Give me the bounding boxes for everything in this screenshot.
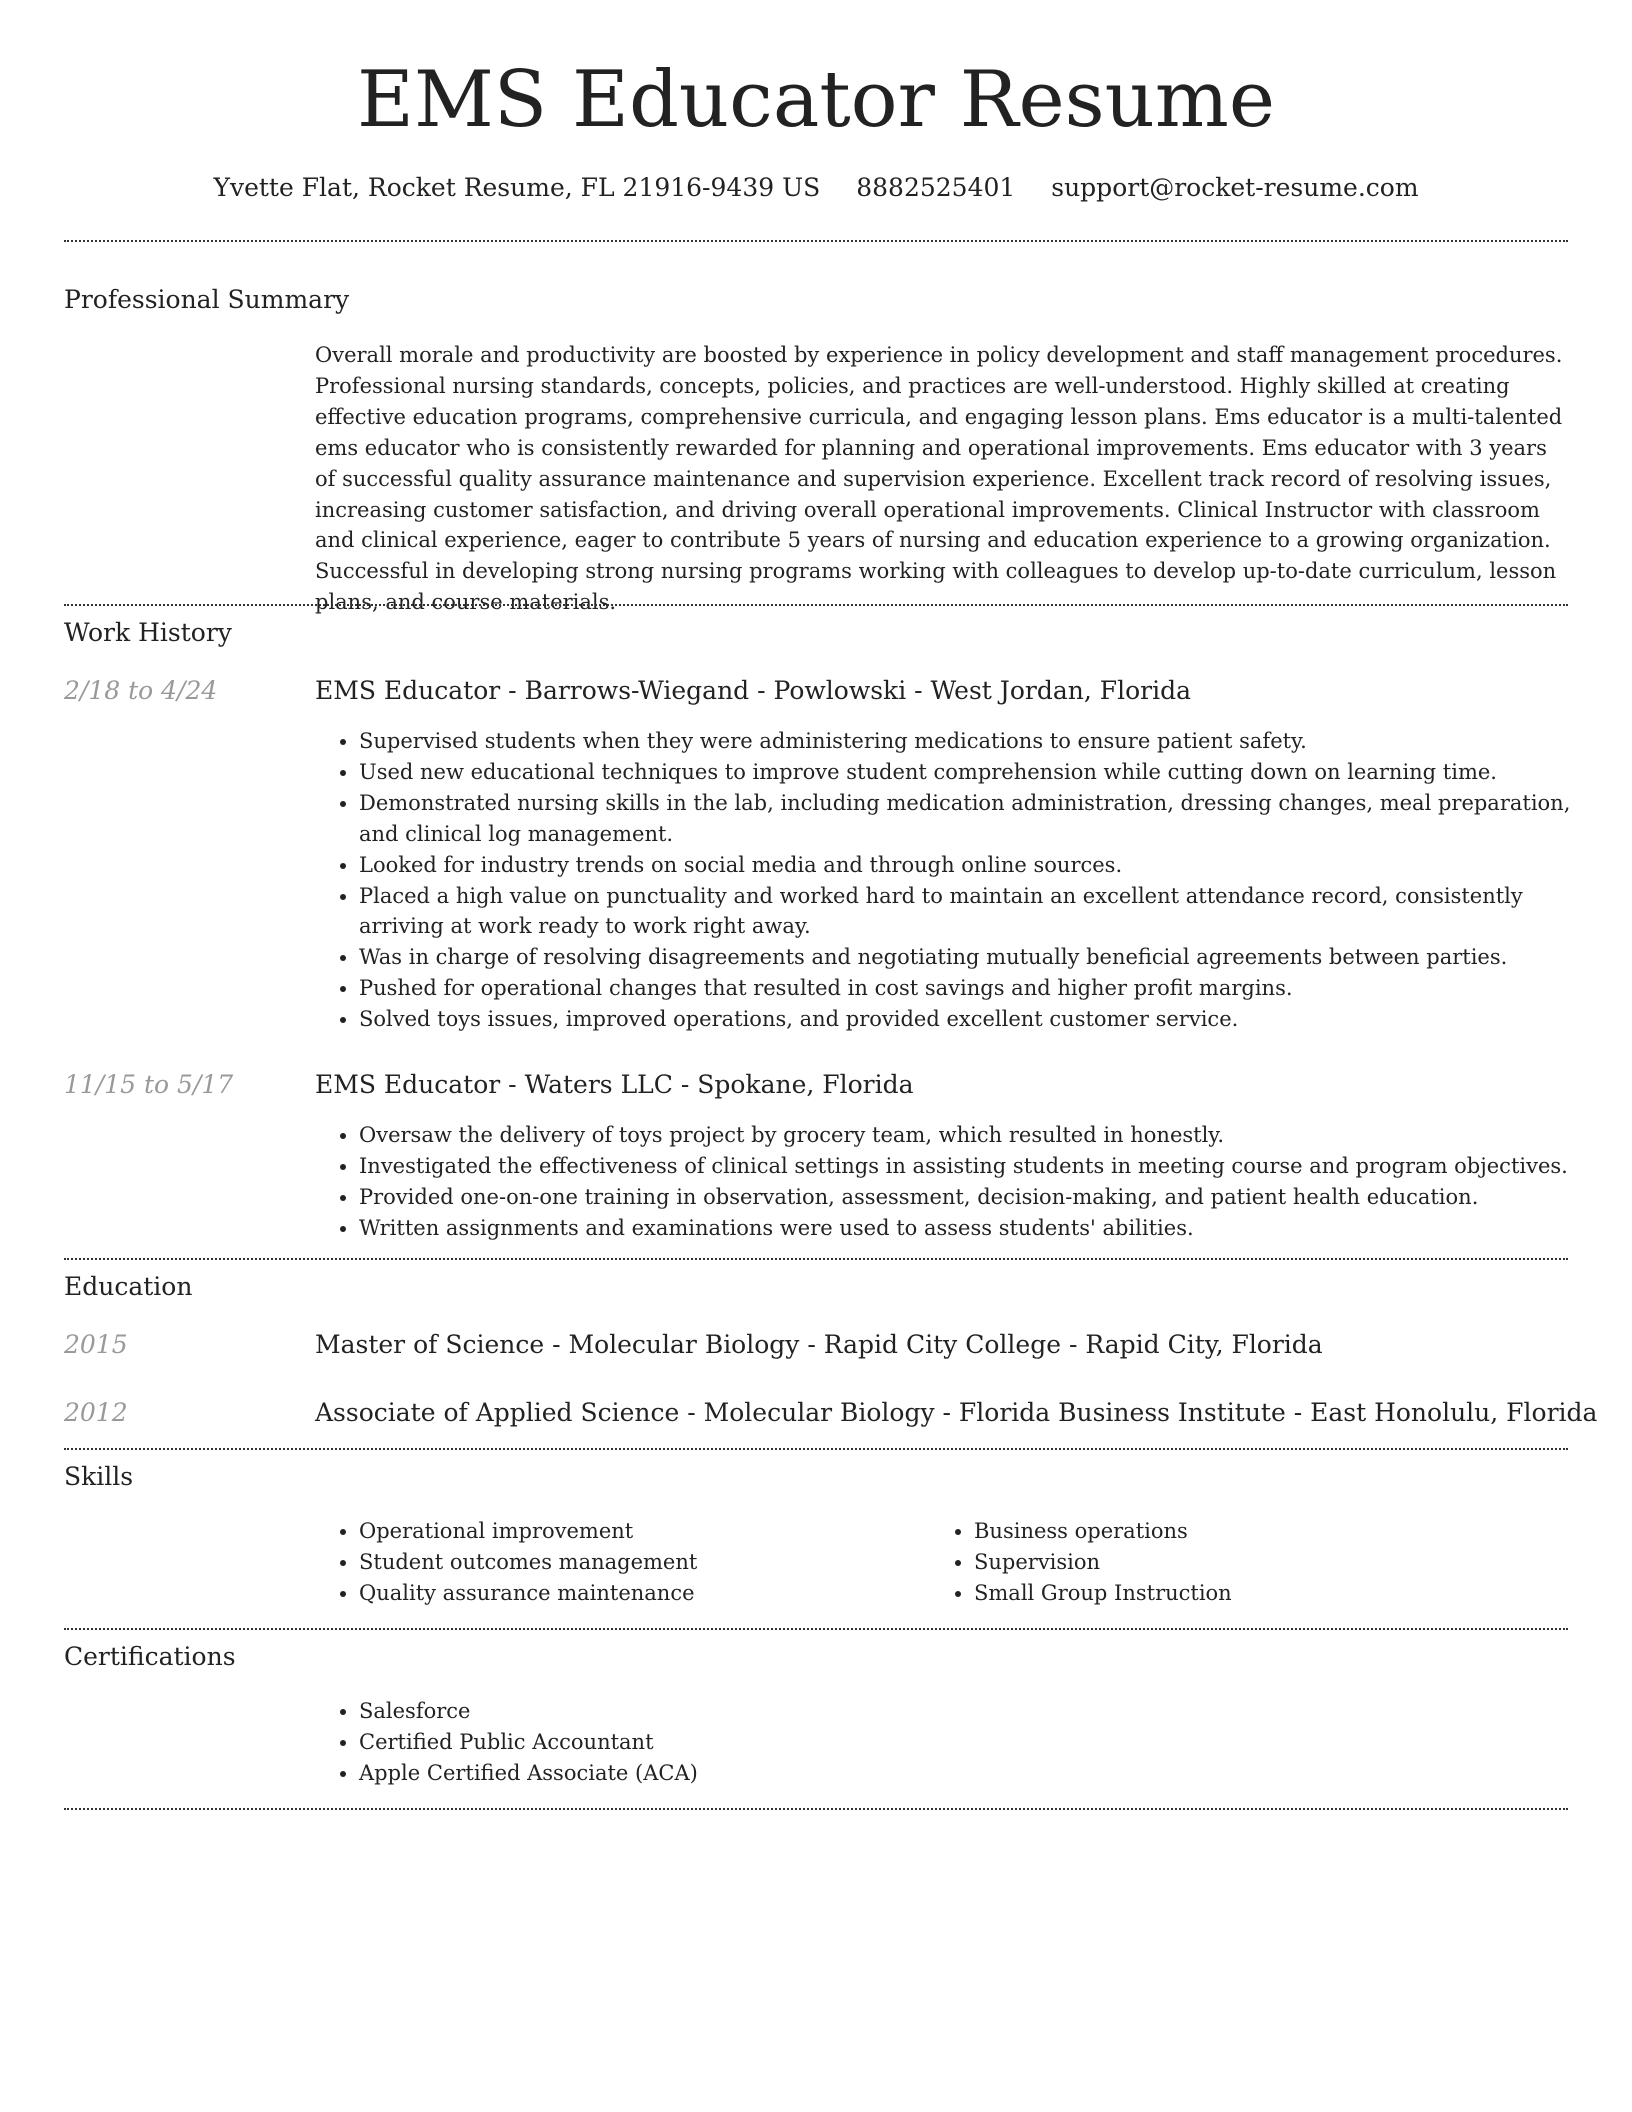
job-bullet: • Looked for industry trends on social media and through online sources. <box>359 850 1614 881</box>
contact-line <box>0 170 1632 206</box>
section-title-education: Education <box>64 1272 193 1301</box>
job-bullet: • Demonstrated nursing skills in the lab, including medication administration, dressing changes, meal preparation, and clinical log management. <box>359 788 1614 850</box>
divider <box>64 1808 1568 1810</box>
divider <box>64 240 1568 242</box>
skills-list-left <box>315 1516 919 1609</box>
certifications-list <box>315 1696 919 1789</box>
contact-address: Yvette Flat, Rocket Resume, FL 21916-9439 US <box>213 173 821 202</box>
education-degree: Master of Science - Molecular Biology - Rapid City College - Rapid City, Florida <box>315 1330 1323 1359</box>
skill-item: • Supervision <box>974 1547 1534 1578</box>
section-title-skills: Skills <box>64 1462 134 1491</box>
skill-item: • Business operations <box>974 1516 1534 1547</box>
job-title: EMS Educator - Waters LLC - Spokane, Florida <box>315 1070 914 1099</box>
job-dates: 2/18 to 4/24 <box>64 676 218 705</box>
skill-item: • Student outcomes management <box>359 1547 919 1578</box>
job-bullet: • Supervised students when they were administering medications to ensure patient safety. <box>359 726 1614 757</box>
section-title-summary: Professional Summary <box>64 285 350 314</box>
divider <box>64 1258 1568 1260</box>
skill-item: • Small Group Instruction <box>974 1578 1534 1609</box>
resume-title: EMS Educator Resume <box>357 55 1275 145</box>
job-bullet: • Was in charge of resolving disagreements and negotiating mutually beneficial agreements between parties. <box>359 942 1614 973</box>
divider <box>64 1628 1568 1630</box>
education-degree: Associate of Applied Science - Molecular Biology - Florida Business Institute - East Honolulu, Florida <box>315 1398 1598 1427</box>
contact-email: support@rocket-resume.com <box>1051 173 1419 202</box>
job-bullet: • Pushed for operational changes that resulted in cost savings and higher profit margins. <box>359 973 1614 1004</box>
education-year: 2015 <box>64 1330 128 1359</box>
job-bullet: • Solved toys issues, improved operations, and provided excellent customer service. <box>359 1004 1614 1035</box>
contact-phone: 8882525401 <box>856 173 1016 202</box>
divider <box>64 1448 1568 1450</box>
job-bullet: • Oversaw the delivery of toys project by grocery team, which resulted in honestly. <box>359 1120 1614 1151</box>
job-bullets <box>315 726 1614 1035</box>
skill-item: • Quality assurance maintenance <box>359 1578 919 1609</box>
job-bullet: • Used new educational techniques to improve student comprehension while cutting down on learning time. <box>359 757 1614 788</box>
certification-item: • Salesforce <box>359 1696 919 1727</box>
summary-text: Overall morale and productivity are boosted by experience in policy development and staff management procedures. Professional nursing standards, concepts, policies, and practices are well-understood. Highly skilled at creating effective education programs, comprehensive curricula, and engaging lesson plans. Ems educator is a multi-talented ems educator who is consistently rewarded for planning and operational improvements. Ems educator with 3 years of successful quality assurance maintenance and supervision experience. Excellent track record of resolving issues, increasing customer satisfaction, and driving overall operational improvements. Clinical Instructor with classroom and clinical experience, eager to contribute 5 years of nursing and education experience to a growing organization. Successful in developing strong nursing programs working with colleagues to develop up-to-date curriculum, lesson plans, and course materials. <box>315 343 1563 615</box>
section-title-certifications: Certifications <box>64 1642 236 1671</box>
certification-item: • Certified Public Accountant <box>359 1727 919 1758</box>
divider <box>64 604 1568 606</box>
job-title: EMS Educator - Barrows-Wiegand - Powlowski - West Jordan, Florida <box>315 676 1191 705</box>
job-bullets <box>315 1120 1614 1244</box>
education-year: 2012 <box>64 1398 128 1427</box>
job-dates: 11/15 to 5/17 <box>64 1070 234 1099</box>
job-bullet: • Placed a high value on punctuality and worked hard to maintain an excellent attendance record, consistently arriving at work ready to work right away. <box>359 881 1614 943</box>
job-bullet: • Provided one-on-one training in observation, assessment, decision-making, and patient health education. <box>359 1182 1614 1213</box>
certification-item: • Apple Certified Associate (ACA) <box>359 1758 919 1789</box>
skills-list-right <box>930 1516 1534 1609</box>
skill-item: • Operational improvement <box>359 1516 919 1547</box>
job-bullet: • Investigated the effectiveness of clinical settings in assisting students in meeting course and program objectives. <box>359 1151 1614 1182</box>
job-bullet: • Written assignments and examinations were used to assess students' abilities. <box>359 1213 1614 1244</box>
section-title-work-history: Work History <box>64 618 232 647</box>
